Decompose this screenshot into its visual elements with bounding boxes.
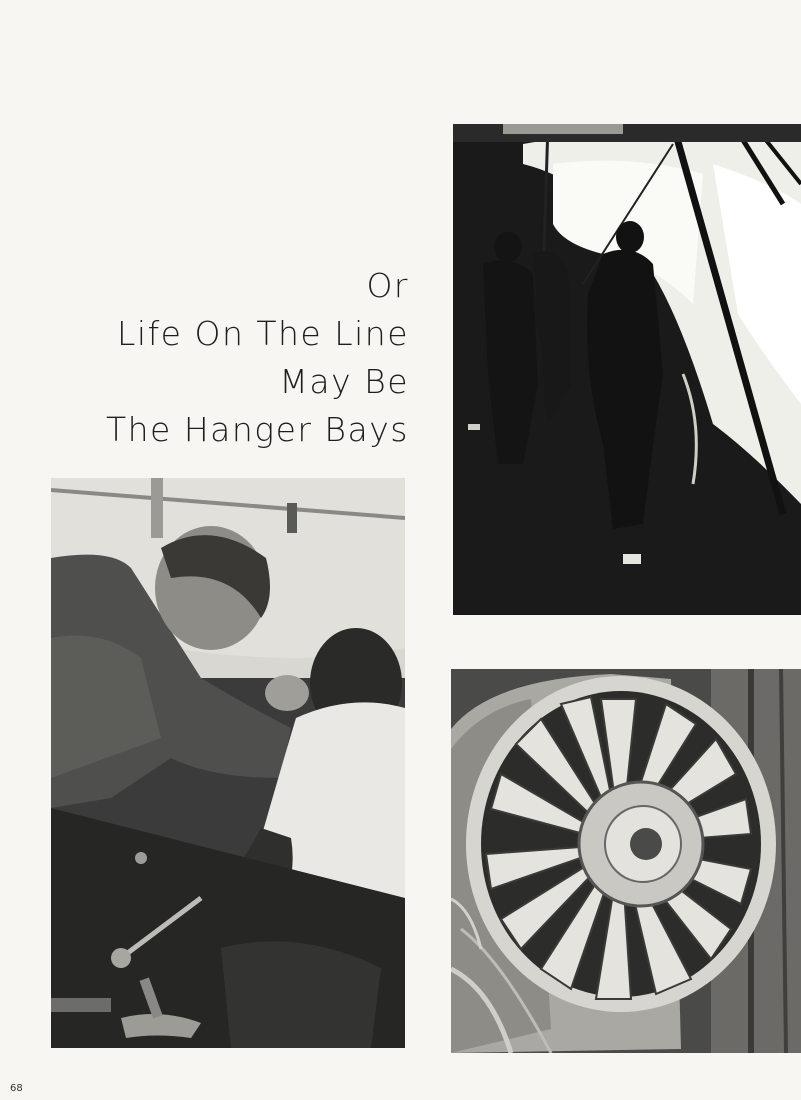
page-heading <box>106 262 409 454</box>
photo-mechanics-at-work <box>51 478 405 1048</box>
photo-jet-engine-intake <box>451 669 801 1053</box>
page-number: 68 <box>10 1083 23 1094</box>
heading-line-4: The Hanger Bays <box>105 410 409 449</box>
heading-line-2: Life On The Line <box>117 314 409 353</box>
heading-line-1: Or <box>366 266 409 305</box>
photo-crew-silhouettes <box>453 124 801 615</box>
heading-line-3: May Be <box>279 362 409 401</box>
